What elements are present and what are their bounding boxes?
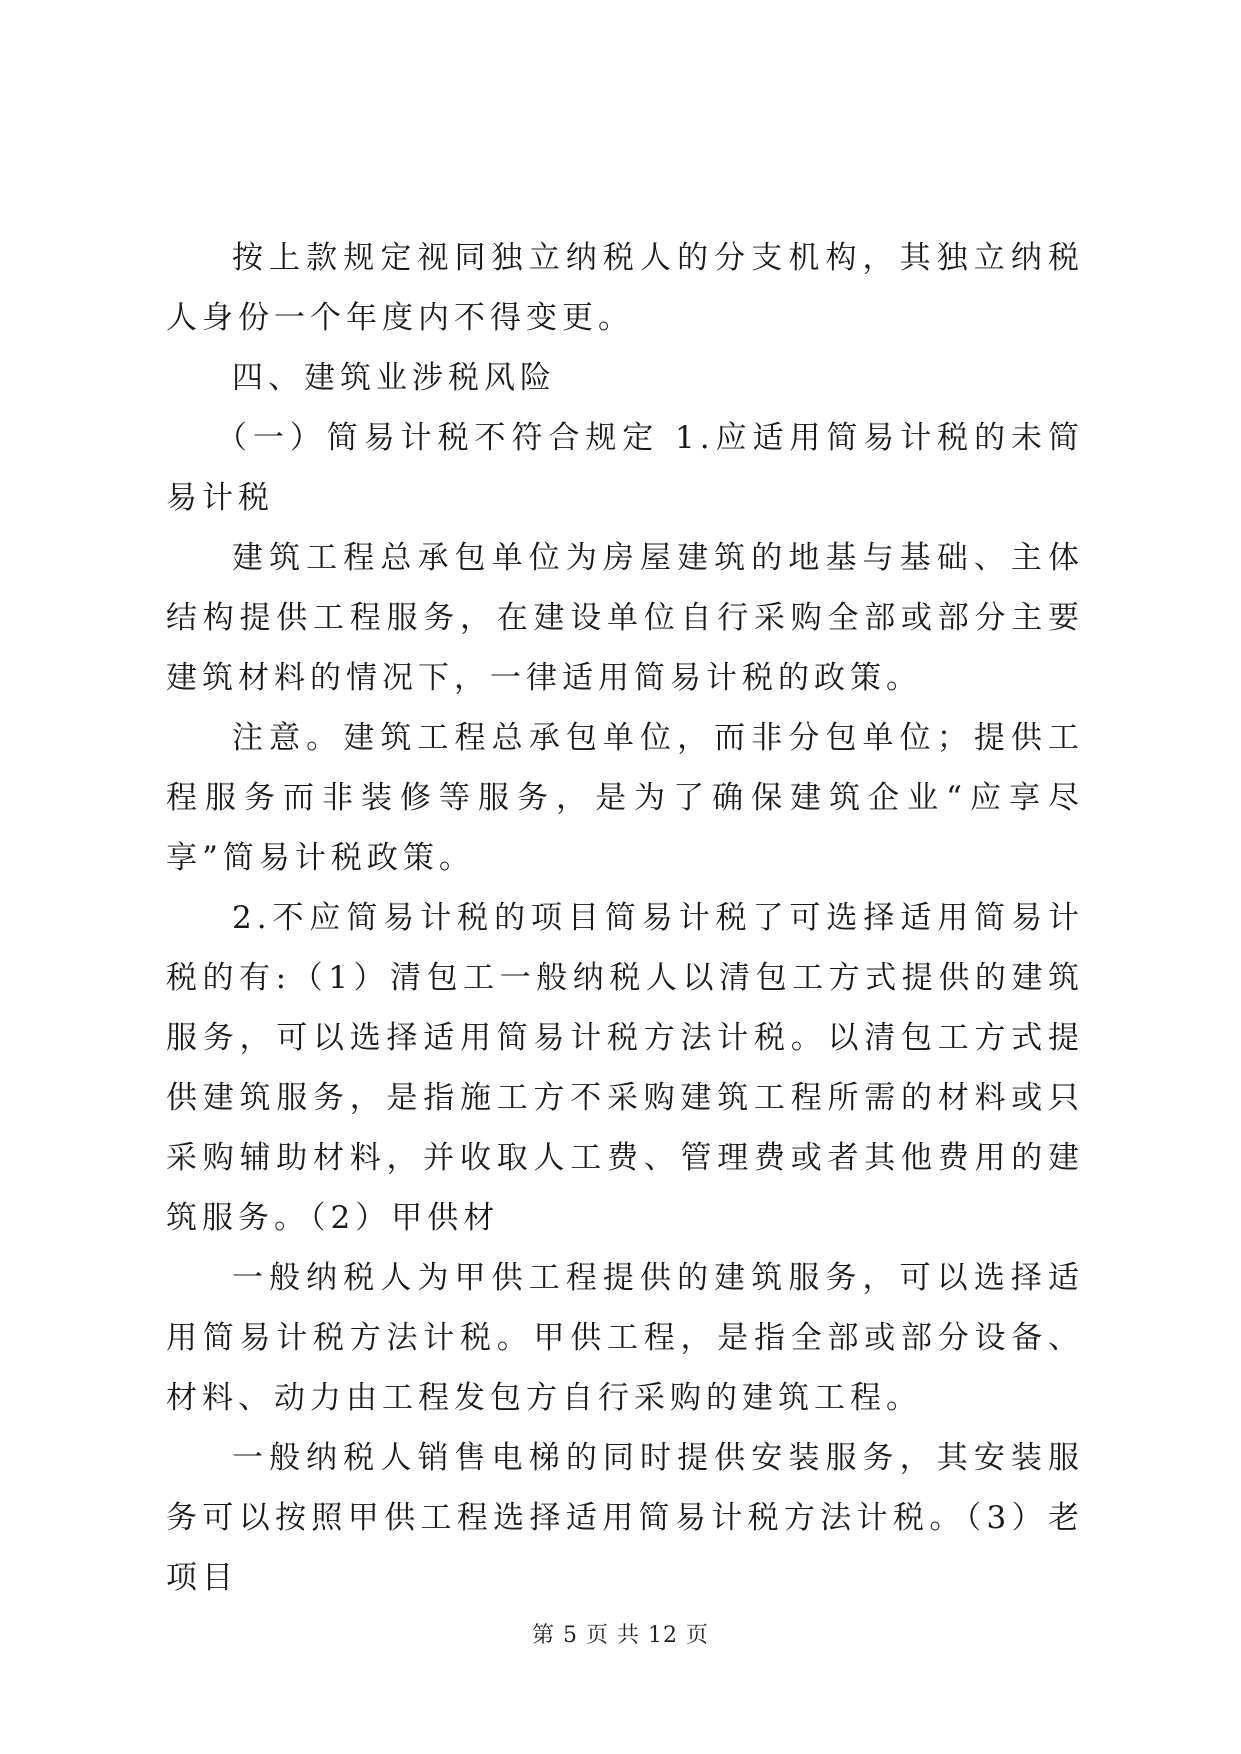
page-number-indicator: 第 5 页 共 12 页 <box>532 1623 709 1648</box>
paragraph-note: 注意。建筑工程总承包单位，而非分包单位；提供工程服务而非装修等服务，是为了确保建筑企业“应享尽享”简易计税政策。 <box>166 720 1084 876</box>
paragraph-branch-status: 按上款规定视同独立纳税人的分支机构，其独立纳税人身份一个年度内不得变更。 <box>166 240 1084 336</box>
subsection-heading-simple-taxation: （一）简易计税不符合规定 1.应适用简易计税的未简易计税 <box>166 420 1084 516</box>
page-footer <box>0 1618 1241 1649</box>
section-heading-construction-tax-risk: 四、建筑业涉税风险 <box>232 360 556 396</box>
document-body <box>166 228 1084 1608</box>
paragraph-optional-simple-taxation: 2.不应简易计税的项目简易计税了可选择适用简易计税的有:（1）清包工一般纳税人以清包工方式提供的建筑服务，可以选择适用简易计税方法计税。以清包工方式提供建筑服务，是指施工方不采购建筑工程所需的材料或只采购辅助材料，并收取人工费、管理费或者其他费用的建筑服务。（2）甲供材 <box>166 900 1084 1236</box>
paragraph-elevator-installation: 一般纳税人销售电梯的同时提供安装服务，其安装服务可以按照甲供工程选择适用简易计税方法计税。（3）老项目 <box>166 1440 1084 1596</box>
paragraph-client-supplied-materials: 一般纳税人为甲供工程提供的建筑服务，可以选择适用简易计税方法计税。甲供工程，是指全部或部分设备、材料、动力由工程发包方自行采购的建筑工程。 <box>166 1260 1084 1416</box>
paragraph-general-contractor: 建筑工程总承包单位为房屋建筑的地基与基础、主体结构提供工程服务，在建设单位自行采购全部或部分主要建筑材料的情况下，一律适用简易计税的政策。 <box>166 540 1084 696</box>
